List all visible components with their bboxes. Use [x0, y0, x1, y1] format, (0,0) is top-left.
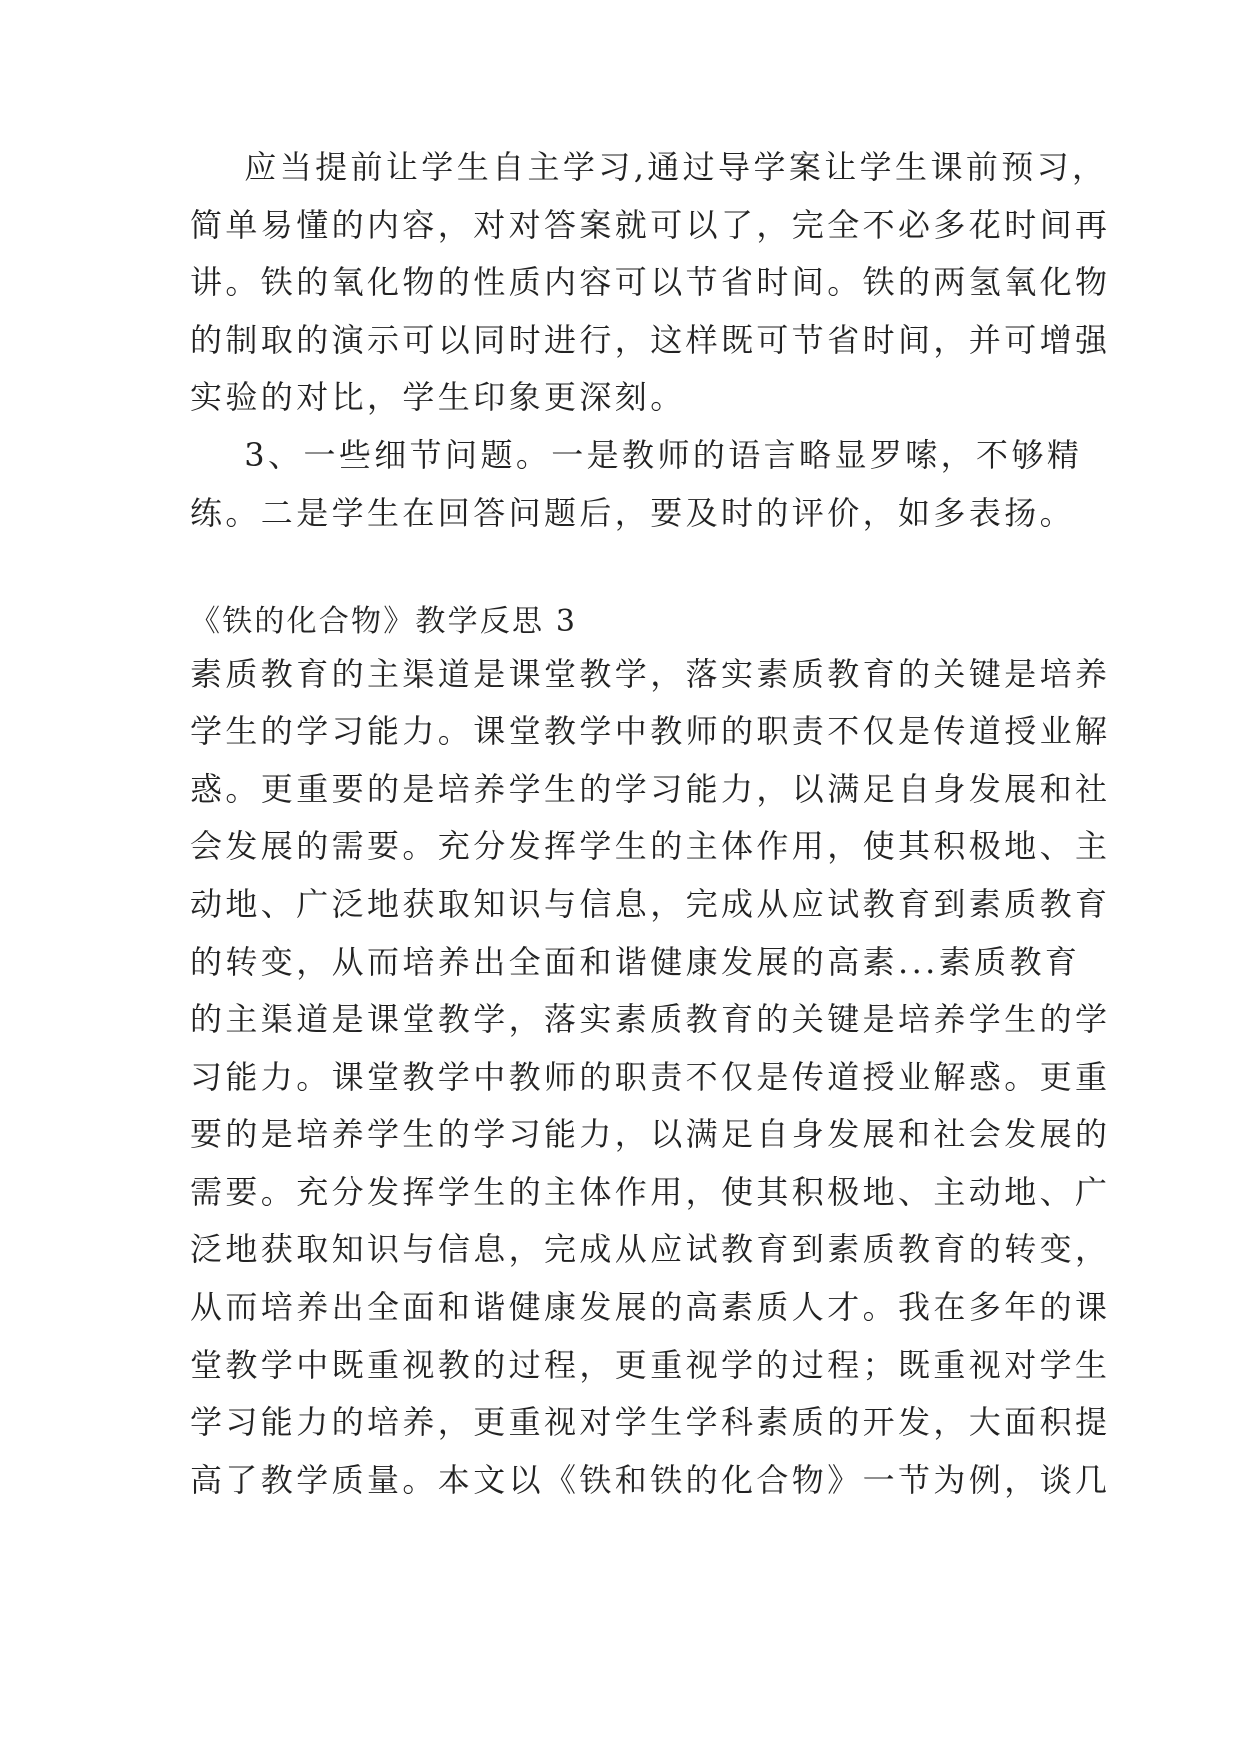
text-line: 实验的对比，学生印象更深刻。 — [190, 378, 686, 416]
text-line: 动地、广泛地获取知识与信息，完成从应试教育到素质教育 — [190, 885, 1111, 923]
text-line: 的制取的演示可以同时进行，这样既可节省时间，并可增强 — [190, 321, 1111, 359]
text-line: 会发展的需要。充分发挥学生的主体作用，使其积极地、主 — [190, 827, 1111, 865]
text-line: 高了教学质量。本文以《铁和铁的化合物》一节为例，谈几 — [190, 1461, 1111, 1499]
text-line: 应当提前让学生自主学习,通过导学案让学生课前预习， — [190, 148, 1108, 186]
text-line: 惑。更重要的是培养学生的学习能力，以满足自身发展和社 — [190, 770, 1111, 808]
text-line: 学生的学习能力。课堂教学中教师的职责不仅是传道授业解 — [190, 712, 1111, 750]
text-line: 堂教学中既重视教的过程，更重视学的过程；既重视对学生 — [190, 1346, 1111, 1384]
text-line: 3、一些细节问题。一是教师的语言略显罗嗦，不够精 — [190, 436, 1083, 474]
text-line: 简单易懂的内容，对对答案就可以了，完全不必多花时间再 — [190, 206, 1111, 244]
text-line: 习能力。课堂教学中教师的职责不仅是传道授业解惑。更重 — [190, 1058, 1111, 1096]
text-line: 泛地获取知识与信息，完成从应试教育到素质教育的转变， — [190, 1230, 1111, 1268]
text-line: 讲。铁的氧化物的性质内容可以节省时间。铁的两氢氧化物 — [190, 263, 1111, 301]
text-line: 的转变，从而培养出全面和谐健康发展的高素...素质教育 — [190, 943, 1081, 981]
section-heading: 《铁的化合物》教学反思 3 — [190, 604, 578, 639]
text-line: 练。二是学生在回答问题后，要及时的评价，如多表扬。 — [190, 494, 1076, 532]
text-line: 从而培养出全面和谐健康发展的高素质人才。我在多年的课 — [190, 1288, 1111, 1326]
text-line: 要的是培养学生的学习能力，以满足自身发展和社会发展的 — [190, 1115, 1111, 1153]
text-line: 需要。充分发挥学生的主体作用，使其积极地、主动地、广 — [190, 1173, 1111, 1211]
text-line: 素质教育的主渠道是课堂教学，落实素质教育的关键是培养 — [190, 655, 1111, 693]
text-line: 的主渠道是课堂教学，落实素质教育的关键是培养学生的学 — [190, 1000, 1111, 1038]
text-line: 学习能力的培养，更重视对学生学科素质的开发，大面积提 — [190, 1403, 1111, 1441]
